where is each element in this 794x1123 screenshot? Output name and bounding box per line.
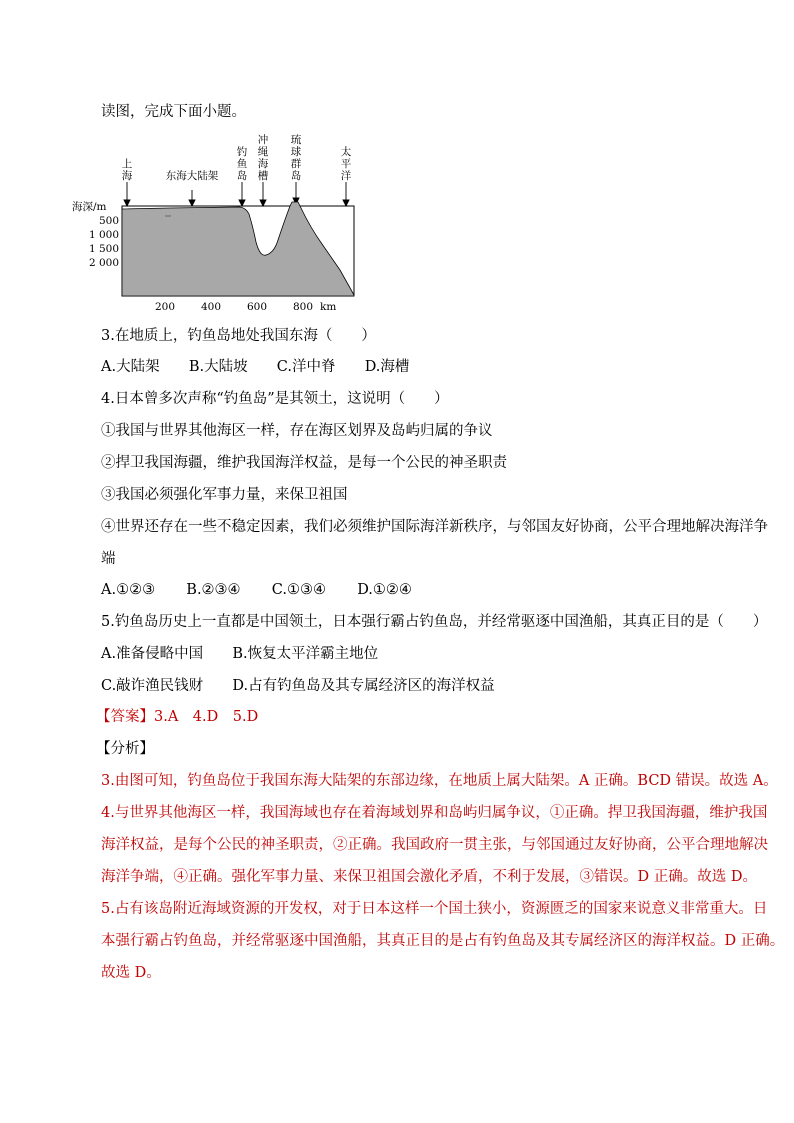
q4-item-4-cont: 端 xyxy=(101,551,116,567)
q5-options-row2 xyxy=(101,676,495,696)
label-diaoyu xyxy=(237,145,248,182)
svg-text:200: 200 xyxy=(154,301,176,313)
seabed-terrain xyxy=(122,202,354,296)
svg-text:海: 海 xyxy=(257,158,269,170)
svg-text:1 500: 1 500 xyxy=(88,243,119,255)
seabed-profile-figure xyxy=(70,132,370,314)
label-okinawa-trough xyxy=(258,133,269,182)
q4-option-a: A.①②③ xyxy=(101,582,156,598)
q3-options xyxy=(101,357,409,377)
answer-line xyxy=(96,707,258,727)
analysis-line-1: 3.由图可知，钓鱼岛位于我国东海大陆架的东部边缘，在地质上属大陆架。A 正确。BCD 错误。故选 A。 xyxy=(101,773,778,789)
x-axis-unit: km xyxy=(320,301,337,313)
svg-text:1 000: 1 000 xyxy=(88,229,119,241)
q4-item-1: ①我国与世界其他海区一样，存在海区划界及岛屿归属的争议 xyxy=(101,423,493,439)
answer-text: 3.A 4.D 5.D xyxy=(154,709,259,725)
svg-text:群: 群 xyxy=(290,158,302,170)
q3-option-b: B.大陆坡 xyxy=(188,359,248,375)
analysis-line-7: 故选 D。 xyxy=(101,965,161,981)
y-axis-ticks xyxy=(89,215,119,269)
svg-text:鱼: 鱼 xyxy=(236,158,248,170)
svg-text:平: 平 xyxy=(340,158,352,170)
svg-text:2 000: 2 000 xyxy=(88,257,119,269)
q4-item-2: ②捍卫我国海疆，维护我国海洋权益，是每一个公民的神圣职责 xyxy=(101,455,507,471)
svg-text:800: 800 xyxy=(292,301,314,313)
q4-item-3: ③我国必须强化军事力量，来保卫祖国 xyxy=(101,487,348,503)
x-axis-ticks xyxy=(155,301,313,313)
analysis-line-4: 海洋争端，④正确。强化军事力量、来保卫祖国会激化矛盾，不利于发展，③错误。D 正确。故选 D。 xyxy=(101,869,757,885)
svg-text:槽: 槽 xyxy=(257,170,269,182)
q4-option-b: B.②③④ xyxy=(186,582,241,598)
intro-text: 读图，完成下面小题。 xyxy=(101,104,246,120)
analysis-line-5: 5.占有该岛附近海域资源的开发权，对于日本这样一个国土狭小，资源匮乏的国家来说意义非常重大。日 xyxy=(101,901,768,917)
svg-text:上: 上 xyxy=(121,158,133,170)
q5-options-row1 xyxy=(101,644,378,664)
svg-text:洋: 洋 xyxy=(340,170,352,182)
y-axis-title: 海深/m xyxy=(72,201,107,213)
q4-stem: 4.日本曾多次声称“钓鱼岛”是其领土，这说明（ ） xyxy=(101,391,449,407)
q4-options xyxy=(101,580,412,600)
q5-stem: 5.钓鱼岛历史上一直都是中国领土，日本强行霸占钓鱼岛，并经常驱逐中国渔船，其真正目的是（ ） xyxy=(101,614,768,630)
q5-option-c: C.敲诈渔民钱财 xyxy=(101,678,204,694)
svg-text:琉: 琉 xyxy=(290,134,302,146)
svg-text:400: 400 xyxy=(200,301,222,313)
answer-label: 【答案】 xyxy=(96,709,154,725)
arrow-markers xyxy=(124,182,349,206)
analysis-label: 【分析】 xyxy=(96,741,154,757)
analysis-line-6: 本强行霸占钓鱼岛，并经常驱逐中国渔船，其真正目的是占有钓鱼岛及其专属经济区的海洋权益。D 正确。 xyxy=(101,933,785,949)
analysis-line-3: 海洋权益，是每个公民的神圣职责，②正确。我国政府一贯主张，与邻国通过友好协商，公平合理地解决 xyxy=(101,837,768,853)
label-shelf: 东海大陆架 xyxy=(165,170,219,182)
svg-text:太: 太 xyxy=(340,146,352,158)
svg-text:600: 600 xyxy=(246,301,268,313)
q3-option-a: A.大陆架 xyxy=(101,359,160,375)
q5-option-a: A.准备侵略中国 xyxy=(101,646,204,662)
svg-text:钓: 钓 xyxy=(236,146,248,158)
svg-text:500: 500 xyxy=(98,215,119,227)
q5-option-d: D.占有钓鱼岛及其专属经济区的海洋权益 xyxy=(232,678,495,694)
q3-option-c: C.洋中脊 xyxy=(276,359,336,375)
svg-text:绳: 绳 xyxy=(257,146,269,158)
q3-stem: 3.在地质上，钓鱼岛地处我国东海（ ） xyxy=(101,328,376,344)
q4-item-4: ④世界还存在一些不稳定因素，我们必须维护国际海洋新秩序，与邻国友好协商，公平合理地解决海洋争 xyxy=(101,519,768,535)
label-ryukyu xyxy=(291,133,302,182)
svg-text:球: 球 xyxy=(290,146,302,158)
svg-text:海: 海 xyxy=(121,170,133,182)
q4-option-c: C.①③④ xyxy=(271,582,326,598)
label-pacific xyxy=(341,145,352,182)
label-shanghai xyxy=(122,157,133,182)
analysis-line-2: 4.与世界其他海区一样，我国海域也存在着海域划界和岛屿归属争议，①正确。捍卫我国海疆，维护我国 xyxy=(101,805,768,821)
q5-option-b: B.恢复太平洋霸主地位 xyxy=(232,646,379,662)
svg-text:岛: 岛 xyxy=(236,170,248,182)
svg-text:岛: 岛 xyxy=(290,170,302,182)
q3-option-d: D.海槽 xyxy=(364,359,410,375)
svg-text:冲: 冲 xyxy=(257,134,269,146)
q4-option-d: D.①②④ xyxy=(357,582,412,598)
